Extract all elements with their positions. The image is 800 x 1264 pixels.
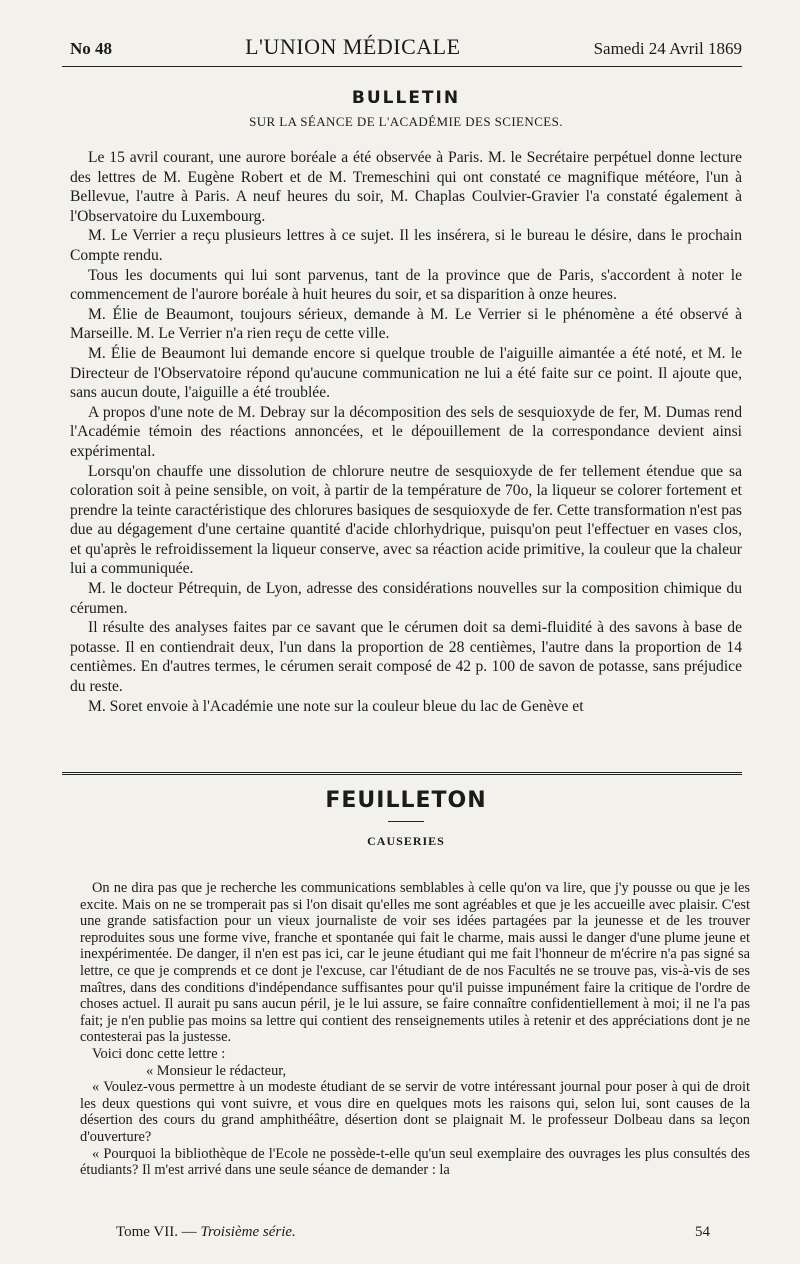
bulletin-paragraph: Lorsqu'on chauffe une dissolution de chlorure neutre de sesquioxyde de fer tellement étendue que sa coloration soit à peine sensible, on voit, à partir de la température de 70o, la liqueur se colorer fortement et prendre la teinte caractéristique des chlorures basiques de sesquioxyde de fer. Cette transformation n'est pas due au dégagement d'une certaine quantité d'acide chlorhydrique, puisqu'on peut l'effectuer en vases clos, et qu'après le refroidissement la liqueur conserve, avec sa réaction acide primitive, la couleur que la chaleur lui a communiquée. <box>70 462 742 578</box>
feuilleton-paragraph: « Pourquoi la bibliothèque de l'Ecole ne possède-t-elle qu'un seul exemplaire des ouvrages les plus consultés des étudiants? Il m'est arrivé dans une seule séance de demander : la <box>80 1145 750 1179</box>
journal-title: L'UNION MÉDICALE <box>245 34 461 59</box>
bulletin-title: BULLETIN <box>351 88 461 108</box>
bulletin-paragraph: M. Le Verrier a reçu plusieurs lettres à ce sujet. Il les insérera, si le bureau le désire, dans le prochain Compte rendu. <box>70 227 742 264</box>
series-label: Troisième série. <box>200 1224 296 1240</box>
bulletin-heading <box>70 88 742 130</box>
section-title: CAUSERIES <box>367 834 445 848</box>
bulletin-subtitle: SUR LA SÉANCE DE L'ACADÉMIE DES SCIENCES. <box>249 114 563 129</box>
bulletin-paragraph: M. Élie de Beaumont, toujours sérieux, demande à M. Le Verrier si le phénomène a été observé à Marseille. M. Le Verrier n'a rien reçu de cette ville. <box>70 305 742 343</box>
feuilleton-paragraph: « Voulez-vous permettre à un modeste étudiant de se servir de votre intéressant journal pour poser à qui de droit les deux questions qui vont suivre, et vous dire en quelques mots les raisons qui, selon lui, sont causes de la désertion des cours du grand amphithéâtre, désertion dont se plaignait M. le professeur Dolbeau dans sa leçon d'ouverture? <box>80 1079 750 1145</box>
tome-label <box>116 1224 296 1241</box>
bulletin-paragraph: M. Soret envoie à l'Académie une note sur la couleur bleue du lac de Genève et <box>88 697 584 715</box>
issue-date: Samedi 24 Avril 1869 <box>593 39 742 58</box>
feuilleton-separator <box>62 772 742 775</box>
bulletin-paragraph: M. le docteur Pétrequin, de Lyon, adresse des considérations nouvelles sur la composition chimique du cérumen. <box>70 580 742 617</box>
bulletin-body <box>70 148 742 716</box>
bulletin-paragraph: M. Élie de Beaumont lui demande encore si quelque trouble de l'aiguille aimantée a été noté, et M. le Directeur de l'Observatoire répond qu'aucune communication ne lui a été faite sur ce point. Il ajoute que, sans aucun doute, l'aiguille a été troublée. <box>70 344 742 402</box>
feuilleton-heading <box>70 788 742 849</box>
page-footer <box>116 1224 710 1241</box>
feuilleton-title: FEUILLETON <box>325 788 487 813</box>
bulletin-paragraph: A propos d'une note de M. Debray sur la décomposition des sels de sesquioxyde de fer, M. Dumas rend l'Académie témoin des réactions annoncées, et le dépouillement de la correspondance devient ainsi expérimental. <box>70 403 742 460</box>
issue-number: No 48 <box>70 39 113 58</box>
feuilleton-short-rule <box>388 821 424 822</box>
tome-number: Tome VII. — <box>116 1224 197 1240</box>
feuilleton-paragraph: On ne dira pas que je recherche les communications semblables à celle qu'on va lire, que j'y pousse ou que je les excite. Mais on ne se tromperait pas si l'on disait qu'elles me sont agréables et que je les accueille avec plaisir. C'est une grande satisfaction pour un vieux journaliste de voir ses idées partagées par la jeunesse et de les trouver reproduites sous une forme vive, franche et spontanée qui fait le charme, mais aussi le danger d'une plume jeune et inexpérimentée. De danger, il n'en est pas ici, car le jeune étudiant qui me fait l'honneur de m'écrire n'a pas signé sa lettre, ce que je comprends et ce dont je l'excuse, car l'étudiant de de nos Facultés ne se trouve pas, vis-à-vis de ses maîtres, dans des conditions d'indépendance suffisantes pour qu'il puisse impunément faire la critique de l'ordre de choses actuel. Il aurait pu sans aucun péril, je le lui assure, se faire connaître confidentiellement à moi; il ne l'a pas fait; je n'en publie pas moins sa lettre qui contient des renseignements utiles à retenir et des appréciations dont je ne contesterai pas la justesse. <box>80 880 750 1046</box>
feuilleton-body <box>80 880 750 1179</box>
page-header <box>70 34 742 60</box>
letter-salutation: « Monsieur le rédacteur, <box>146 1062 287 1079</box>
bulletin-paragraph: Le 15 avril courant, une aurore boréale a été observée à Paris. M. le Secrétaire perpétuel donne lecture des lettres de M. Eugène Robert et de M. Tremeschini qui ont constaté ce magnifique météore, l'un à Bellevue, l'autre à Paris. A neuf heures du soir, M. Chaplas Coulvier-Gravier l'a constaté également à l'Observatoire du Luxembourg. <box>70 149 742 225</box>
page-number: 54 <box>695 1224 710 1240</box>
bulletin-paragraph: Il résulte des analyses faites par ce savant que le cérumen doit sa demi-fluidité à des savons à base de potasse. Il en contiendrait deux, l'un dans la proportion de 28 centièmes, l'autre dans la proportion de 14 centièmes. En d'autres termes, le cérumen serait composé de 42 p. 100 de savon de potasse, sans préjudice du reste. <box>70 619 742 696</box>
feuilleton-paragraph: Voici donc cette lettre : <box>92 1045 226 1062</box>
header-rule <box>62 66 742 67</box>
bulletin-paragraph: Tous les documents qui lui sont parvenus, tant de la province que de Paris, s'accordent à noter le commencement de l'aurore boréale à huit heures du soir, et sa disparition à onze heures. <box>70 266 742 304</box>
